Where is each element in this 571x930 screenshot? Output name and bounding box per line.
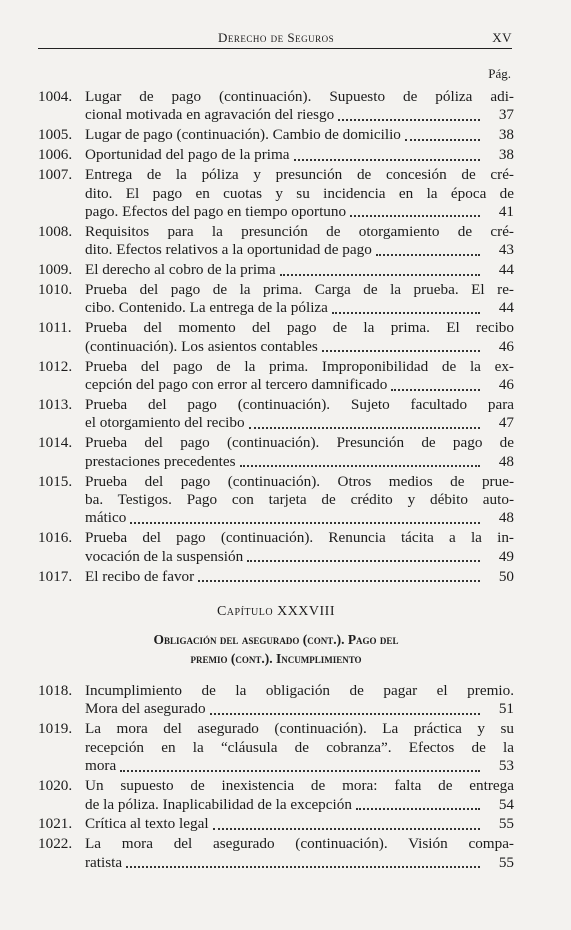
toc-entry	[38, 434, 514, 471]
toc-entry-body	[85, 358, 514, 395]
toc-entry-text: Lugar de pago (continuación). Cambio de domicilio	[85, 126, 401, 144]
toc-entry-final-line	[85, 376, 514, 394]
toc-entry-line: ba. Testigos. Pago con tarjeta de crédito y débito auto-	[85, 491, 514, 509]
dot-leader	[249, 427, 480, 429]
toc-entry-page: 46	[498, 376, 514, 394]
toc-entry-body	[85, 529, 514, 566]
toc-entry-text: vocación de la suspensión	[85, 547, 244, 565]
toc-entry-final-line	[85, 509, 514, 527]
toc-entry-page: 55	[498, 815, 514, 833]
toc-entry-page: 43	[498, 241, 514, 259]
toc-entry-page: 44	[498, 299, 514, 317]
dot-leader	[247, 560, 480, 562]
chapter-subtitle	[38, 630, 514, 668]
toc-entry-final-line	[85, 854, 514, 872]
toc-entry-text: cibo. Contenido. La entrega de la póliza	[85, 299, 328, 317]
toc-entry-number: 1017.	[38, 567, 73, 585]
toc-entry-page: 48	[498, 509, 514, 527]
toc-entry-number: 1012.	[38, 357, 73, 375]
toc-entry-line: Prueba del pago de la prima. Carga de la prueba. El re-	[85, 281, 514, 299]
toc-entry-page: 47	[498, 414, 514, 432]
toc-entry-body	[85, 281, 514, 318]
pag-column-label: Pág.	[488, 66, 511, 81]
toc-entry-text: Crítica al texto legal	[85, 815, 209, 833]
toc-entry-line: La mora del asegurado (continuación). Visión compa-	[85, 835, 514, 853]
toc-entry-final-line	[85, 453, 514, 471]
toc-entry-page: 50	[498, 567, 514, 585]
dot-leader	[332, 312, 480, 314]
toc-entry-page: 41	[498, 202, 514, 220]
dot-leader	[240, 465, 480, 467]
toc-entry-body	[85, 166, 514, 221]
toc-entry-number: 1013.	[38, 396, 73, 413]
toc-entry-body	[85, 720, 514, 775]
toc-entry-line: Prueba del pago (continuación). Presunción de pago de	[85, 434, 514, 452]
toc-entry-line: Incumplimiento de la obligación de pagar el premio.	[85, 682, 514, 700]
toc-entry	[38, 720, 514, 775]
toc-list-part-a	[38, 88, 514, 586]
dot-leader	[322, 350, 480, 352]
toc-entry-number: 1018.	[38, 682, 73, 700]
toc-entry	[38, 473, 514, 528]
toc-entry	[38, 261, 514, 279]
toc-entry-line: Lugar de pago (continuación). Supuesto de póliza adi-	[85, 88, 514, 105]
toc-entry-final-line	[85, 338, 514, 356]
toc-entry	[38, 529, 514, 566]
dot-leader	[405, 139, 480, 141]
toc-entry-text: dito. Efectos relativos a la oportunidad de pago	[85, 241, 372, 259]
toc-entry-text: mora	[85, 757, 117, 775]
dot-leader	[126, 866, 480, 868]
toc-entry-text: El recibo de favor	[85, 567, 195, 585]
toc-entry-number: 1008.	[38, 222, 73, 240]
toc-entry-body	[85, 568, 514, 586]
toc-entry	[38, 88, 514, 125]
toc-entry	[38, 126, 514, 144]
toc-entry-text: mático	[85, 509, 127, 527]
toc-entry-line: Prueba del pago (continuación). Renuncia tácita a la in-	[85, 529, 514, 547]
toc-entry-body	[85, 835, 514, 872]
toc-entry-page: 38	[498, 146, 514, 164]
toc-entry-final-line	[85, 203, 514, 221]
toc-entry	[38, 281, 514, 318]
toc-entry-number: 1016.	[38, 529, 73, 547]
toc-entry-number: 1005.	[38, 126, 73, 144]
toc-entry-final-line	[85, 757, 514, 775]
toc-entry-final-line	[85, 548, 514, 566]
toc-entry-text: (continuación). Los asientos contables	[85, 337, 318, 355]
toc-entry-text: El derecho al cobro de la prima	[85, 261, 276, 279]
toc-entry-final-line	[85, 126, 514, 144]
toc-entry-line: dito. El pago en cuotas y su incidencia en la época de	[85, 184, 514, 202]
toc-entry-number: 1011.	[38, 319, 72, 337]
toc-entry-body	[85, 815, 514, 833]
toc-entry-number: 1021.	[38, 815, 73, 833]
toc-entry-line: Prueba del momento del pago de la prima. El recibo	[85, 319, 514, 337]
chapter-label: Capítulo XXXVIII	[216, 604, 336, 620]
toc-entry-page: 51	[498, 700, 514, 718]
toc-entry	[38, 166, 514, 221]
toc-entry-body	[85, 88, 514, 125]
toc-entry-page: 37	[498, 106, 514, 124]
toc-entry	[38, 815, 514, 833]
toc-entry-page: 38	[498, 126, 514, 144]
toc-entry-number: 1010.	[38, 281, 73, 299]
toc-entry-final-line	[85, 261, 514, 279]
dot-leader	[356, 808, 480, 810]
chapter-subtitle-line-1: Obligación del asegurado (cont.). Pago del	[153, 632, 399, 648]
toc-entry-text: ratista	[85, 853, 123, 871]
toc-entry-text: pago. Efectos del pago en tiempo oportuno	[85, 202, 347, 220]
toc-entry-body	[85, 223, 514, 260]
dot-leader	[210, 713, 480, 715]
toc-entry-body	[85, 682, 514, 719]
toc-entry-final-line	[85, 815, 514, 833]
dot-leader	[198, 580, 480, 582]
toc-list-part-b	[38, 682, 514, 872]
toc-entry	[38, 568, 514, 586]
toc-entry-body	[85, 473, 514, 528]
dot-leader	[120, 770, 480, 772]
toc-entry-body	[85, 319, 514, 356]
toc-entry-text: Oportunidad del pago de la prima	[85, 146, 290, 164]
toc-entry	[38, 319, 514, 356]
toc-entry-text: cional motivada en agravación del riesgo	[85, 106, 335, 124]
dot-leader	[213, 828, 480, 830]
page-number: XV	[492, 30, 512, 45]
toc-entry-page: 49	[498, 547, 514, 565]
dot-leader	[338, 119, 480, 121]
toc-entry	[38, 682, 514, 719]
toc-entry-final-line	[85, 568, 514, 586]
toc-entry	[38, 223, 514, 260]
toc-entry-number: 1015.	[38, 472, 73, 490]
dot-leader	[294, 159, 480, 161]
dot-leader	[350, 215, 480, 217]
toc-entry-page: 55	[498, 853, 514, 871]
toc-entry-final-line	[85, 299, 514, 317]
chapter-subtitle-line-2: premio (cont.). Incumplimiento	[190, 651, 362, 667]
toc-entry-page: 46	[498, 337, 514, 355]
toc-entry-page: 54	[498, 795, 514, 813]
toc-entry-body	[85, 126, 514, 144]
toc-entry-text: el otorgamiento del recibo	[85, 414, 245, 432]
toc-entry-line: Prueba del pago (continuación). Otros medios de prue-	[85, 472, 514, 490]
toc-entry-final-line	[85, 796, 514, 814]
toc-entry	[38, 835, 514, 872]
toc-entry	[38, 358, 514, 395]
toc-entry-line: Prueba del pago de la prima. Improponibilidad de la ex-	[85, 357, 514, 375]
toc-entry-line: La mora del asegurado (continuación). La práctica y su	[85, 720, 514, 738]
toc-entry-text: de la póliza. Inaplicabilidad de la excepción	[85, 795, 352, 813]
toc-entry-final-line	[85, 414, 514, 432]
toc-entry-final-line	[85, 106, 514, 124]
toc-entry-text: cepción del pago con error al tercero damnificado	[85, 376, 388, 394]
toc-entry-line: Prueba del pago (continuación). Sujeto facultado para	[85, 396, 514, 413]
toc-entry-number: 1020.	[38, 777, 73, 795]
header-rule	[38, 48, 512, 49]
toc-entry-line: recepción en la “cláusula de cobranza”. Efectos de la	[85, 738, 514, 756]
toc-entry-final-line	[85, 241, 514, 259]
toc-entry-final-line	[85, 700, 514, 718]
toc-entry-body	[85, 777, 514, 814]
toc-entry-number: 1014.	[38, 434, 73, 452]
toc-entry-body	[85, 396, 514, 433]
toc-entry	[38, 396, 514, 433]
dot-leader	[376, 254, 480, 256]
dot-leader	[280, 274, 480, 276]
running-head-title: Derecho de Seguros	[218, 30, 335, 45]
toc-entry-final-line	[85, 146, 514, 164]
toc-entry-line: Un supuesto de inexistencia de mora: falta de entrega	[85, 777, 514, 795]
toc-entry-line: Entrega de la póliza y presunción de concesión de cré-	[85, 166, 514, 184]
dot-leader	[130, 522, 480, 524]
toc-entry-number: 1009.	[38, 261, 73, 279]
toc-entry-body	[85, 434, 514, 471]
toc-entry-text: Mora del asegurado	[85, 700, 206, 718]
dot-leader	[391, 389, 480, 391]
table-of-contents	[38, 88, 514, 874]
toc-entry-line: Requisitos para la presunción de otorgamiento de cré-	[85, 222, 514, 240]
toc-entry-page: 53	[498, 757, 514, 775]
toc-entry-text: prestaciones precedentes	[85, 452, 236, 470]
toc-entry	[38, 146, 514, 164]
toc-entry	[38, 777, 514, 814]
toc-entry-number: 1004.	[38, 88, 73, 105]
toc-entry-body	[85, 261, 514, 279]
toc-entry-page: 48	[498, 452, 514, 470]
toc-entry-number: 1006.	[38, 146, 73, 164]
toc-entry-number: 1007.	[38, 166, 73, 184]
toc-entry-page: 44	[498, 261, 514, 279]
toc-entry-body	[85, 146, 514, 164]
toc-entry-number: 1019.	[38, 720, 73, 738]
toc-entry-number: 1022.	[38, 835, 73, 853]
chapter-heading	[38, 604, 514, 620]
